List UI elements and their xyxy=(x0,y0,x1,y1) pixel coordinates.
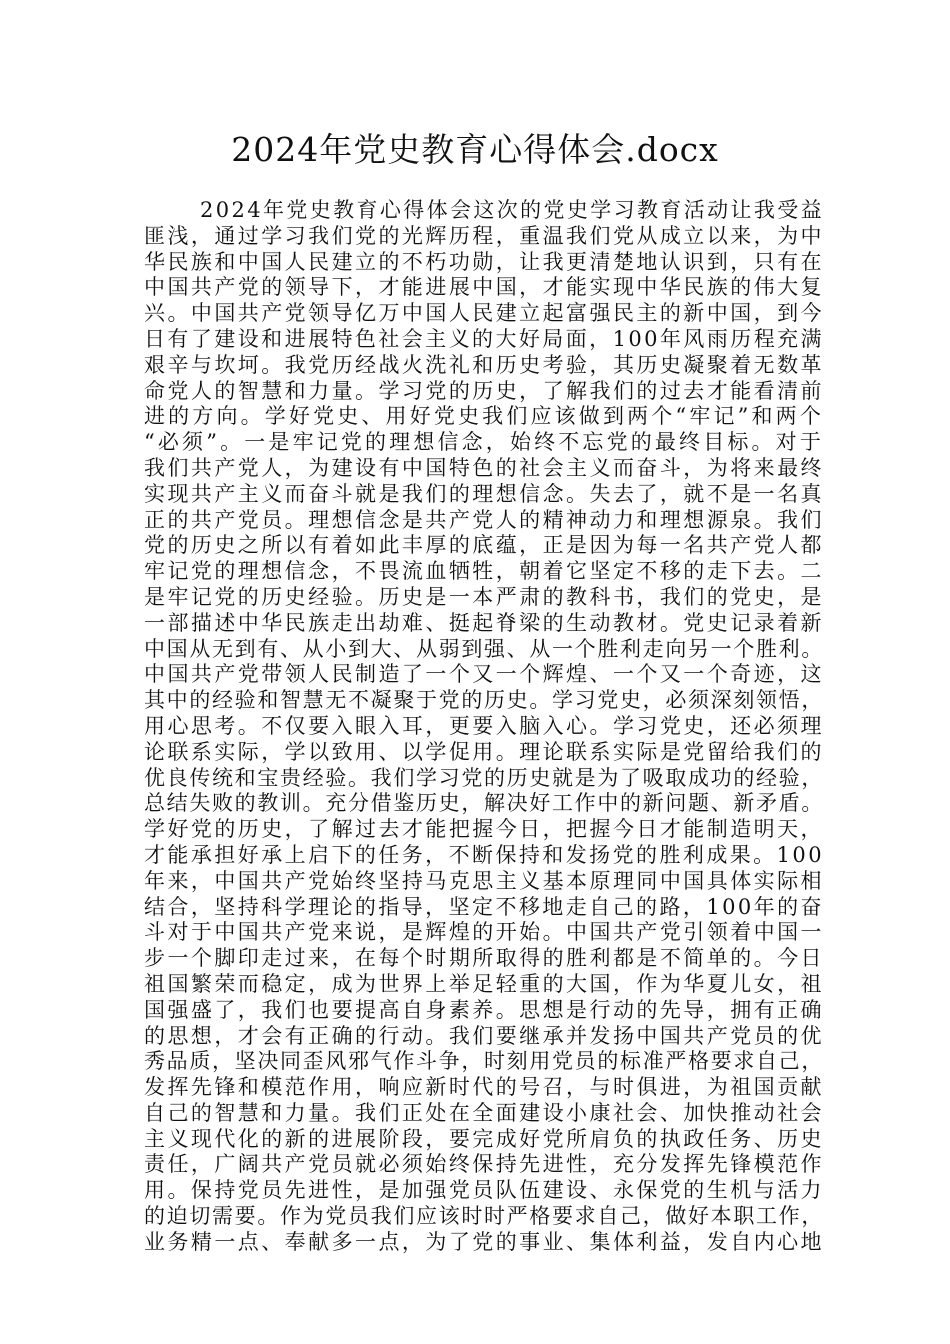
body-line: 国强盛了，我们也要提高自身素养。思想是行动的先导，拥有正确 xyxy=(144,997,824,1022)
body-line: 优良传统和宝贵经验。我们学习党的历史就是为了吸取成功的经验， xyxy=(144,765,824,790)
body-line: 中国共产党的领导下，才能进展中国，才能实现中华民族的伟大复 xyxy=(144,275,824,300)
body-line: 实现共产主义而奋斗就是我们的理想信念。失去了，就不是一名真 xyxy=(144,481,824,506)
body-line: 是牢记党的历史经验。历史是一本严肃的教科书，我们的党史，是 xyxy=(144,584,824,609)
body-line: 结合，坚持科学理论的指导，坚定不移地走自己的路，100年的奋 xyxy=(144,894,824,919)
body-line: 正的共产党员。理想信念是共产党人的精神动力和理想源泉。我们 xyxy=(144,507,824,532)
body-line: 责任，广阔共产党员就必须始终保持先进性，充分发挥先锋模范作 xyxy=(144,1152,824,1177)
body-line: 的思想，才会有正确的行动。我们要继承并发扬中国共产党员的优 xyxy=(144,1023,824,1048)
body-line: 匪浅，通过学习我们党的光辉历程，重温我们党从成立以来，为中 xyxy=(144,223,824,248)
document-body xyxy=(144,198,824,1256)
body-line: 日有了建设和进展特色社会主义的大好局面，100年风雨历程充满 xyxy=(144,326,824,351)
body-line: 才能承担好承上启下的任务，不断保持和发扬党的胜利成果。100 xyxy=(144,842,824,867)
body-line: 秀品质，坚决同歪风邪气作斗争，时刻用党员的标准严格要求自己， xyxy=(144,1049,824,1074)
body-line: 2024年党史教育心得体会这次的党史学习教育活动让我受益 xyxy=(200,198,824,222)
body-line: 中国从无到有、从小到大、从弱到强、从一个胜利走向另一个胜利。 xyxy=(144,636,824,661)
body-line: 兴。中国共产党领导亿万中国人民建立起富强民主的新中国，到今 xyxy=(144,301,824,326)
body-line: 用。保持党员先进性，是加强党员队伍建设、永保党的生机与活力 xyxy=(144,1178,824,1203)
body-line: 自己的智慧和力量。我们正处在全面建设小康社会、加快推动社会 xyxy=(144,1100,824,1125)
body-line: 的迫切需要。作为党员我们应该时时严格要求自己，做好本职工作， xyxy=(144,1204,824,1229)
body-line: 牢记党的理想信念，不畏流血牺牲，朝着它坚定不移的走下去。二 xyxy=(144,559,824,584)
body-line: “必须”。一是牢记党的理想信念，始终不忘党的最终目标。对于 xyxy=(144,430,824,455)
body-line: 祖国繁荣而稳定，成为世界上举足轻重的大国，作为华夏儿女，祖 xyxy=(144,971,824,996)
body-line: 发挥先锋和模范作用，响应新时代的号召，与时俱进，为祖国贡献 xyxy=(144,1075,824,1100)
body-line: 命党人的智慧和力量。学习党的历史，了解我们的过去才能看清前 xyxy=(144,378,824,403)
body-line: 学好党的历史，了解过去才能把握今日，把握今日才能制造明天， xyxy=(144,817,824,842)
body-line: 其中的经验和智慧无不凝聚于党的历史。学习党史，必须深刻领悟， xyxy=(144,688,824,713)
body-line: 用心思考。不仅要入眼入耳，更要入脑入心。学习党史，还必须理 xyxy=(144,713,824,738)
body-line: 一部描述中华民族走出劫难、挺起脊梁的生动教材。党史记录着新 xyxy=(144,610,824,635)
body-line: 党的历史之所以有着如此丰厚的底蕴，正是因为每一名共产党人都 xyxy=(144,533,824,558)
body-line: 艰辛与坎坷。我党历经战火洗礼和历史考验，其历史凝聚着无数革 xyxy=(144,352,824,377)
body-line: 论联系实际，学以致用、以学促用。理论联系实际是党留给我们的 xyxy=(144,739,824,764)
document-title: 2024年党史教育心得体会.docx xyxy=(231,130,719,169)
body-line: 中国共产党带领人民制造了一个又一个辉煌、一个又一个奇迹，这 xyxy=(144,662,824,687)
body-line: 进的方向。学好党史、用好党史我们应该做到两个“牢记”和两个 xyxy=(144,404,824,429)
body-line: 主义现代化的新的进展阶段，要完成好党所肩负的执政任务、历史 xyxy=(144,1126,824,1151)
body-line: 我们共产党人，为建设有中国特色的社会主义而奋斗，为将来最终 xyxy=(144,455,824,480)
body-line: 总结失败的教训。充分借鉴历史，解决好工作中的新问题、新矛盾。 xyxy=(144,791,824,816)
body-line: 年来，中国共产党始终坚持马克思主义基本原理同中国具体实际相 xyxy=(144,868,824,893)
body-line: 步一个脚印走过来，在每个时期所取得的胜利都是不简单的。今日 xyxy=(144,946,824,971)
body-line: 斗对于中国共产党来说，是辉煌的开始。中国共产党引领着中国一 xyxy=(144,920,824,945)
body-line: 业务精一点、奉献多一点，为了党的事业、集体利益，发自内心地 xyxy=(144,1229,824,1254)
body-line: 华民族和中国人民建立的不朽功勋，让我更清楚地认识到，只有在 xyxy=(144,249,824,274)
